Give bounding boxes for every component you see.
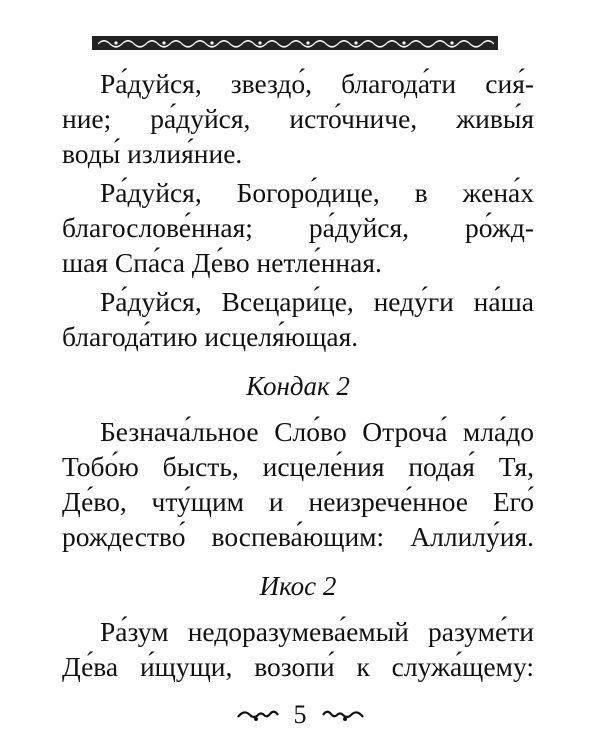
text-line: ние; ра́дуйся, исто́чниче, живы́я <box>62 103 534 134</box>
text-line: рождество́ воспева́ющим: Аллилу́ия. <box>62 521 534 552</box>
page-footer <box>0 700 600 730</box>
text-line: воды́ излия́ние. <box>62 138 243 169</box>
text-line: Ра́зум недоразумева́емый разуме́ти <box>100 616 534 647</box>
text-line: Тобо́ю бысть, исцеле́ния подая́ Тя, <box>62 451 534 482</box>
kondak-heading: Кондак 2 <box>246 371 350 401</box>
ikos-paragraph <box>62 614 534 684</box>
top-ornament-border <box>92 34 498 52</box>
text-line: Ра́дуйся, Всецари́це, неду́ги на́ша <box>100 286 534 317</box>
ikos-heading: Икос 2 <box>259 571 337 601</box>
page-number: 5 <box>293 700 307 729</box>
text-line: благода́тию исцеля́ющая. <box>62 321 359 352</box>
main-text-block <box>62 66 534 688</box>
paragraph-1 <box>62 66 534 171</box>
text-line: шая Спа́са Де́во нетле́нная. <box>62 247 382 278</box>
text-line: Безнача́льное Сло́во Отроча́ мла́до <box>100 416 534 447</box>
text-line: благослове́нная; ра́дуйся, ро́жд- <box>62 212 534 243</box>
text-line: Ра́дуйся, звездо́, благода́ти сия́- <box>100 68 534 99</box>
text-line: Ра́дуйся, Богоро́дице, в жена́х <box>100 177 534 208</box>
paragraph-2 <box>62 175 534 280</box>
left-flourish-icon <box>236 707 280 723</box>
paragraph-3 <box>62 284 534 354</box>
kondak-paragraph <box>62 414 534 554</box>
right-flourish-icon <box>321 707 365 723</box>
text-line: Де́во, чту́щим и неизрече́нное Его́ <box>62 486 534 517</box>
text-line: Де́ва и́щущи, возопи́ к служа́щему: <box>62 651 534 682</box>
